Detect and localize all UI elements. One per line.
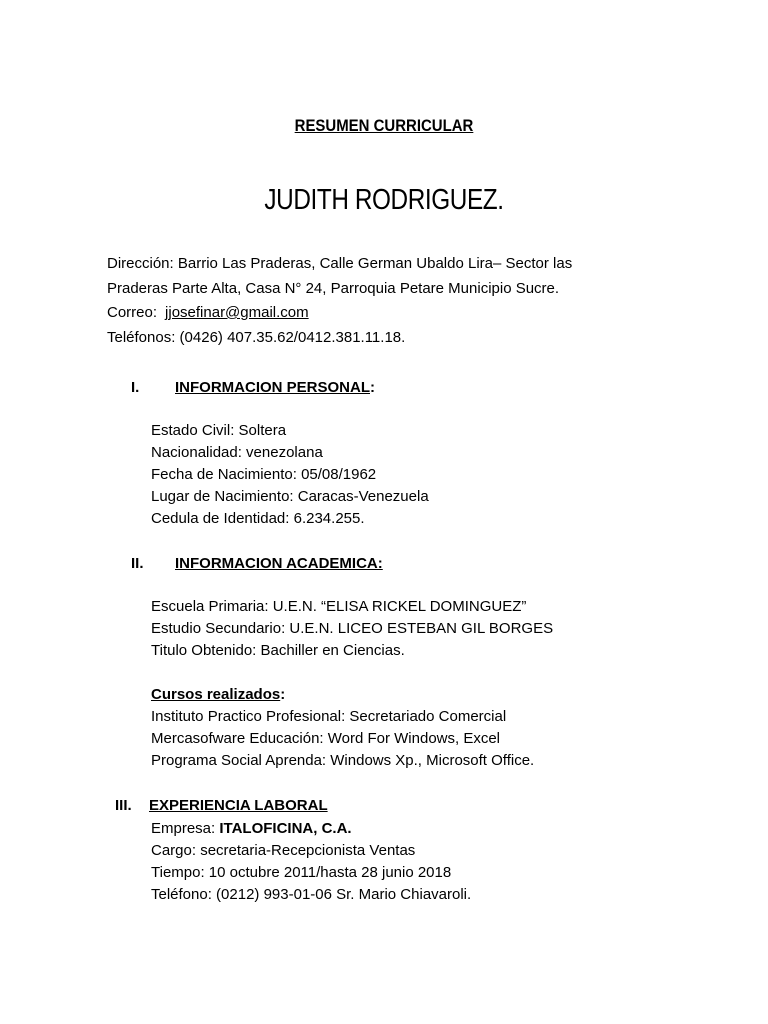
email-link[interactable]: jjosefinar@gmail.com [165, 304, 309, 321]
list-item: Programa Social Aprenda: Windows Xp., Microsoft Office. [151, 752, 535, 769]
list-item: Estudio Secundario: U.E.N. LICEO ESTEBAN GIL BORGES [151, 620, 554, 637]
company-line [151, 818, 471, 840]
list-item: Fecha de Nacimiento: 05/08/1962 [151, 466, 377, 483]
courses-title: Cursos realizados [151, 686, 281, 703]
academic-info-list [151, 596, 553, 662]
candidate-name: JUDITH RODRIGUEZ. [264, 184, 504, 216]
section-number: III. [115, 797, 132, 814]
section-number: I. [131, 379, 140, 396]
list-item: Mercasofware Educación: Word For Windows, Excel [151, 730, 501, 747]
section-title-text: INFORMACION ACADEMICA: [175, 555, 383, 572]
list-item: Instituto Practico Profesional: Secretariado Comercial [151, 708, 507, 725]
section-number: II. [131, 555, 144, 572]
section-work-title [115, 797, 328, 814]
company-name: ITALOFICINA, C.A. [219, 820, 352, 837]
section-title-text: EXPERIENCIA LABORAL [149, 797, 328, 814]
list-item: Titulo Obtenido: Bachiller en Ciencias. [151, 642, 405, 659]
company-label: Empresa: [151, 820, 220, 837]
address-line-2: Praderas Parte Alta, Casa N° 24, Parroquia Petare Municipio Sucre. [107, 279, 560, 297]
list-item: Estado Civil: Soltera [151, 422, 287, 439]
courses-heading [151, 684, 534, 706]
list-item: Cedula de Identidad: 6.234.255. [151, 510, 365, 527]
list-item: Tiempo: 10 octubre 2011/hasta 28 junio 2018 [151, 864, 452, 881]
address-line-1: Dirección: Barrio Las Praderas, Calle German Ubaldo Lira– Sector las [107, 255, 573, 272]
courses-block [151, 684, 534, 772]
section-personal-title [131, 379, 375, 396]
contact-block [107, 252, 727, 350]
list-item: Nacionalidad: venezolana [151, 444, 323, 461]
email-line [107, 301, 727, 326]
section-title-colon: : [370, 379, 375, 396]
work-info-list [151, 818, 471, 906]
section-title-text: INFORMACION PERSONAL [175, 379, 370, 396]
list-item: Lugar de Nacimiento: Caracas-Venezuela [151, 488, 429, 505]
list-item: Teléfono: (0212) 993-01-06 Sr. Mario Chiavaroli. [151, 886, 472, 903]
section-academic-title [131, 555, 383, 572]
document-heading: RESUMEN CURRICULAR [294, 116, 474, 135]
email-label: Correo: [107, 304, 158, 321]
list-item: Escuela Primaria: U.E.N. “ELISA RICKEL DOMINGUEZ” [151, 598, 527, 615]
personal-info-list [151, 420, 429, 530]
list-item: Cargo: secretaria-Recepcionista Ventas [151, 842, 416, 859]
courses-colon: : [280, 686, 286, 703]
phones-line: Teléfonos: (0426) 407.35.62/0412.381.11.18. [107, 328, 406, 346]
